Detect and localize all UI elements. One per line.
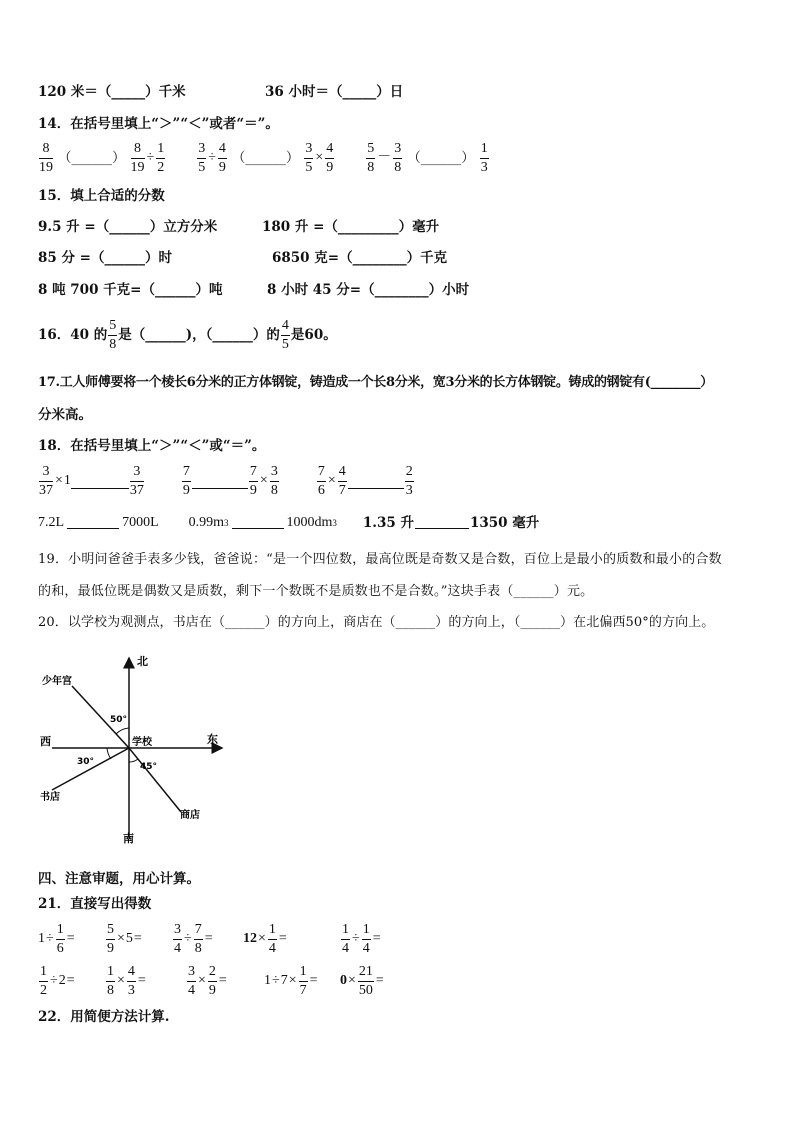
fraction: $\frac{3}{5}$ [305,140,313,175]
number: 1 [63,473,71,488]
fraction: $\frac{1}{4}$ [268,921,276,956]
fraction: $\frac{3}{4}$ [174,921,181,956]
fraction: $\frac{8}{19}$ [130,140,145,175]
q15-title: 15．填上合适的分数 [38,188,165,204]
unit-value: 7.2L [38,515,65,530]
q14-row [38,140,490,176]
expr: $\frac{5}{9}$ × 5 = [107,921,142,956]
q13-item-b: 36 小时＝（_____）日 [265,84,404,100]
q22-title: 22．用简便方法计算. [38,1009,170,1025]
superscript: 3 [332,518,337,528]
fraction: $\frac{4}{3}$ [127,963,135,998]
fraction: $\frac{1}{3}$ [480,140,488,175]
fraction: $\frac{3}{5}$ [198,140,206,175]
q20-text: 20．以学校为观测点，书店在（______）的方向上，商店在（______）的方向上，（______）在北偏西50°的方向上。 [38,615,715,630]
expr: $\frac{1}{2}$ ÷ 2 = [40,963,75,998]
ray-bookstore [52,748,129,790]
angle-arc-45 [129,759,138,762]
fraction: $\frac{7}{6}$ [317,463,325,498]
q15-item[interactable]: 85 分 =（______）时 [38,250,172,266]
label-angle-45: 45° [140,762,158,772]
q15-item[interactable]: 6850 克=（________）千克 [272,250,448,266]
q18-row2 [38,514,539,532]
answer-blank[interactable] [415,527,469,529]
q16-lead: 16．40 的 [38,327,108,343]
q17-line1: 17.工人师傅要将一个棱长6分米的正方体钢锭，铸造成一个长8分米，宽3分米的长方体钢锭。铸成的钢锭有(________） [38,375,713,390]
fraction: $\frac{1}{7}$ [299,963,307,998]
label-school: 学校 [132,737,152,748]
expr: 1 ÷ 7 × $\frac{1}{7}$ = [264,963,318,998]
q18-row1 [38,461,415,501]
fraction: $\frac{4}{5}$ [281,317,289,352]
label-west: 西 [40,735,51,748]
q14-title: 14．在括号里填上“＞”“＜”或者“＝”。 [38,116,279,132]
times-sign: × [315,150,324,165]
unit-value: 7000L [122,515,159,530]
expr: $\frac{1}{4}$ ÷ $\frac{1}{4}$ = [342,921,381,956]
fraction: $\frac{5}{9}$ [107,921,114,956]
fraction: $\frac{3}{37}$ [129,463,144,498]
unit-value: 0.99m [188,515,225,530]
divide-sign: ÷ [146,150,155,165]
times-sign: × [327,473,336,488]
fraction: $\frac{1}{2}$ [157,140,165,175]
divide-sign: ÷ [208,150,216,165]
fraction: $\frac{7}{8}$ [194,921,202,956]
q17-line2: 分米高。 [38,407,92,423]
q16-tail: 是60。 [290,327,337,343]
answer-paren[interactable]: （______） [231,150,300,166]
label-shop: 商店 [180,810,200,821]
fraction: $\frac{1}{4}$ [362,921,370,956]
fraction: $\frac{1}{2}$ [40,963,47,998]
angle-arc-30 [107,748,111,759]
label-south: 南 [123,832,134,845]
fraction: $\frac{5}{8}$ [367,140,375,175]
q15-item[interactable]: 8 吨 700 千克=（______）吨 [38,282,223,298]
expr: 0 × $\frac{21}{50}$ = [340,963,384,998]
section4-title: 四、注意审题，用心计算。 [38,871,200,887]
angle-arc-50 [116,728,129,734]
fraction: $\frac{7}{9}$ [182,463,190,498]
fraction: $\frac{1}{4}$ [342,921,349,956]
fraction: $\frac{5}{8}$ [109,317,117,352]
minus-sign: － [377,150,392,165]
answer-blank[interactable] [71,487,129,489]
label-youth-palace: 少年宫 [42,676,72,687]
q15-item[interactable]: 180 升 =（_________）毫升 [262,219,440,235]
answer-blank[interactable] [67,527,119,529]
q13-item-a: 120 米＝（_____）千米 [38,84,186,100]
q19-line2: 的和，最低位既是偶数又是质数，剩下一个数既不是质数也不是合数。”这块手表（______）元。 [38,584,594,599]
answer-blank[interactable] [348,487,404,489]
q19-line1: 19．小明问爸爸手表多少钱，爸爸说：“是一个四位数，最高位既是奇数又是合数，百位上是最小的质数和最小的合数 [38,552,722,567]
answer-paren[interactable]: （______） [58,150,126,166]
label-east: 东 [207,733,218,746]
expr: 12 × $\frac{1}{4}$ = [243,921,287,956]
fraction: $\frac{2}{3}$ [405,463,413,498]
q16-mid[interactable]: 是（______)，（______）的 [118,327,280,343]
q16-row [38,316,337,354]
times-sign: × [259,473,268,488]
unit-value: 1.35 升 [362,515,414,531]
label-north: 北 [137,655,148,668]
fraction: $\frac{7}{9}$ [249,463,257,498]
unit-value: 1350 毫升 [470,515,540,531]
expr: $\frac{3}{4}$ ÷ $\frac{7}{8}$ = [174,921,213,956]
label-bookstore: 书店 [40,792,60,803]
answer-paren[interactable]: （______） [407,150,475,166]
q21-row1 [38,920,788,958]
fraction: $\frac{3}{4}$ [188,963,195,998]
fraction: $\frac{3}{8}$ [394,140,402,175]
times-sign: × [55,473,63,488]
fraction: $\frac{2}{9}$ [208,963,216,998]
fraction: $\frac{1}{8}$ [107,963,114,998]
expr: $\frac{1}{8}$ × $\frac{4}{3}$ = [107,963,146,998]
label-angle-30: 30° [77,757,95,767]
q18-title: 18．在括号里填上“＞”“＜”或“＝”。 [38,438,266,454]
fraction: $\frac{8}{19}$ [39,140,53,175]
fraction: $\frac{1}{6}$ [56,921,64,956]
q15-item[interactable]: 8 小时 45 分=（________）小时 [267,282,470,298]
direction-diagram [30,648,240,848]
ray-shop [129,748,181,812]
fraction: $\frac{21}{50}$ [358,963,373,998]
expr: $\frac{3}{4}$ × $\frac{2}{9}$ = [188,963,227,998]
expr: 1 ÷ $\frac{1}{6}$ = [38,921,75,956]
fraction: $\frac{4}{9}$ [326,140,334,175]
q21-title: 21．直接写出得数 [38,896,152,912]
fraction: $\frac{3}{8}$ [270,463,278,498]
fraction: $\frac{4}{7}$ [338,463,346,498]
q15-item[interactable]: 9.5 升 =（______）立方分米 [38,219,218,235]
fraction: $\frac{3}{37}$ [39,463,53,498]
superscript: 3 [224,518,229,528]
answer-blank[interactable] [192,487,248,489]
answer-blank[interactable] [232,527,284,529]
fraction: $\frac{4}{9}$ [218,140,226,175]
label-angle-50: 50° [110,715,128,725]
q21-row2 [38,962,788,1000]
unit-value: 1000dm [286,515,333,530]
